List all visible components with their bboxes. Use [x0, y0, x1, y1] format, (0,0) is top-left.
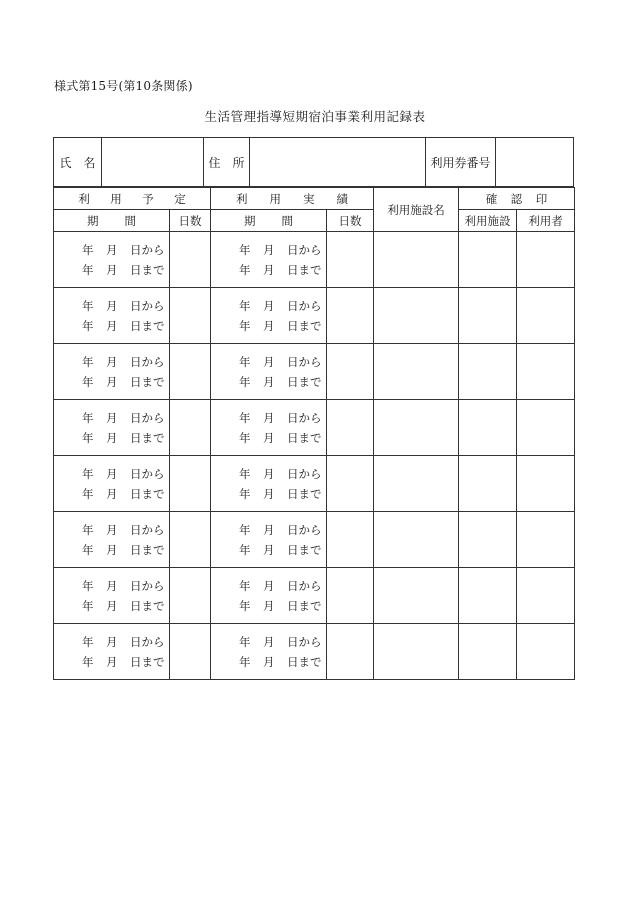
planned-days-cell[interactable] [170, 232, 211, 288]
address-field[interactable] [250, 138, 426, 186]
confirm-user-header: 利用者 [517, 210, 575, 232]
facility-name-cell[interactable] [374, 400, 459, 456]
table-row [54, 288, 575, 344]
voucher-number-label: 利用券番号 [426, 138, 496, 186]
table-row [54, 456, 575, 512]
actual-days-cell[interactable] [327, 568, 374, 624]
planned-period-cell[interactable]: 年 月 日から 年 月 日まで [54, 288, 170, 344]
facility-name-cell[interactable] [374, 232, 459, 288]
address-label: 住 所 [204, 138, 250, 186]
actual-days-cell[interactable] [327, 456, 374, 512]
planned-days-cell[interactable] [170, 288, 211, 344]
planned-period-cell[interactable]: 年 月 日から 年 月 日まで [54, 568, 170, 624]
user-seal-cell[interactable] [517, 344, 575, 400]
user-seal-cell[interactable] [517, 624, 575, 680]
facility-seal-cell[interactable] [459, 288, 517, 344]
planned-period-cell[interactable]: 年 月 日から 年 月 日まで [54, 400, 170, 456]
usage-record-table [53, 187, 575, 680]
table-row [54, 232, 575, 288]
facility-name-header: 利用施設名 [374, 188, 459, 232]
confirmation-seal-header: 確 認 印 [459, 188, 575, 210]
actual-days-cell[interactable] [327, 232, 374, 288]
planned-usage-header: 利 用 予 定 [54, 188, 211, 210]
facility-seal-cell[interactable] [459, 344, 517, 400]
facility-name-cell[interactable] [374, 344, 459, 400]
actual-days-header: 日数 [327, 210, 374, 232]
planned-period-cell[interactable]: 年 月 日から 年 月 日まで [54, 624, 170, 680]
user-seal-cell[interactable] [517, 232, 575, 288]
table-row [54, 344, 575, 400]
facility-seal-cell[interactable] [459, 512, 517, 568]
actual-period-cell[interactable]: 年 月 日から 年 月 日まで [211, 456, 327, 512]
confirm-facility-header: 利用施設 [459, 210, 517, 232]
actual-days-cell[interactable] [327, 400, 374, 456]
facility-seal-cell[interactable] [459, 232, 517, 288]
planned-days-cell[interactable] [170, 456, 211, 512]
table-row [54, 568, 575, 624]
actual-period-cell[interactable]: 年 月 日から 年 月 日まで [211, 568, 327, 624]
name-label: 氏 名 [54, 138, 102, 186]
table-row [54, 624, 575, 680]
planned-period-cell[interactable]: 年 月 日から 年 月 日まで [54, 512, 170, 568]
actual-days-cell[interactable] [327, 344, 374, 400]
actual-usage-header: 利 用 実 績 [211, 188, 374, 210]
actual-period-cell[interactable]: 年 月 日から 年 月 日まで [211, 344, 327, 400]
actual-days-cell[interactable] [327, 624, 374, 680]
user-seal-cell[interactable] [517, 568, 575, 624]
planned-days-cell[interactable] [170, 512, 211, 568]
form-title: 生活管理指導短期宿泊事業利用記録表 [204, 109, 426, 124]
facility-name-cell[interactable] [374, 624, 459, 680]
user-seal-cell[interactable] [517, 456, 575, 512]
form-number: 様式第15号(第10条関係) [54, 79, 193, 93]
name-field[interactable] [102, 138, 204, 186]
actual-period-cell[interactable]: 年 月 日から 年 月 日まで [211, 288, 327, 344]
actual-period-cell[interactable]: 年 月 日から 年 月 日まで [211, 624, 327, 680]
facility-seal-cell[interactable] [459, 400, 517, 456]
user-seal-cell[interactable] [517, 400, 575, 456]
planned-days-cell[interactable] [170, 624, 211, 680]
facility-name-cell[interactable] [374, 456, 459, 512]
facility-seal-cell[interactable] [459, 456, 517, 512]
table-row [54, 512, 575, 568]
planned-period-cell[interactable]: 年 月 日から 年 月 日まで [54, 232, 170, 288]
actual-period-cell[interactable]: 年 月 日から 年 月 日まで [211, 400, 327, 456]
planned-days-cell[interactable] [170, 344, 211, 400]
actual-days-cell[interactable] [327, 288, 374, 344]
planned-days-cell[interactable] [170, 568, 211, 624]
actual-period-header: 期 間 [211, 210, 327, 232]
planned-period-cell[interactable]: 年 月 日から 年 月 日まで [54, 344, 170, 400]
applicant-info-row [53, 137, 574, 187]
actual-period-cell[interactable]: 年 月 日から 年 月 日まで [211, 232, 327, 288]
facility-name-cell[interactable] [374, 512, 459, 568]
actual-days-cell[interactable] [327, 512, 374, 568]
actual-period-cell[interactable]: 年 月 日から 年 月 日まで [211, 512, 327, 568]
facility-name-cell[interactable] [374, 568, 459, 624]
facility-seal-cell[interactable] [459, 624, 517, 680]
planned-days-header: 日数 [170, 210, 211, 232]
user-seal-cell[interactable] [517, 512, 575, 568]
user-seal-cell[interactable] [517, 288, 575, 344]
planned-period-cell[interactable]: 年 月 日から 年 月 日まで [54, 456, 170, 512]
facility-seal-cell[interactable] [459, 568, 517, 624]
facility-name-cell[interactable] [374, 288, 459, 344]
voucher-number-field[interactable] [496, 138, 573, 186]
planned-days-cell[interactable] [170, 400, 211, 456]
table-row [54, 400, 575, 456]
record-rows [54, 232, 575, 680]
planned-period-header: 期 間 [54, 210, 170, 232]
